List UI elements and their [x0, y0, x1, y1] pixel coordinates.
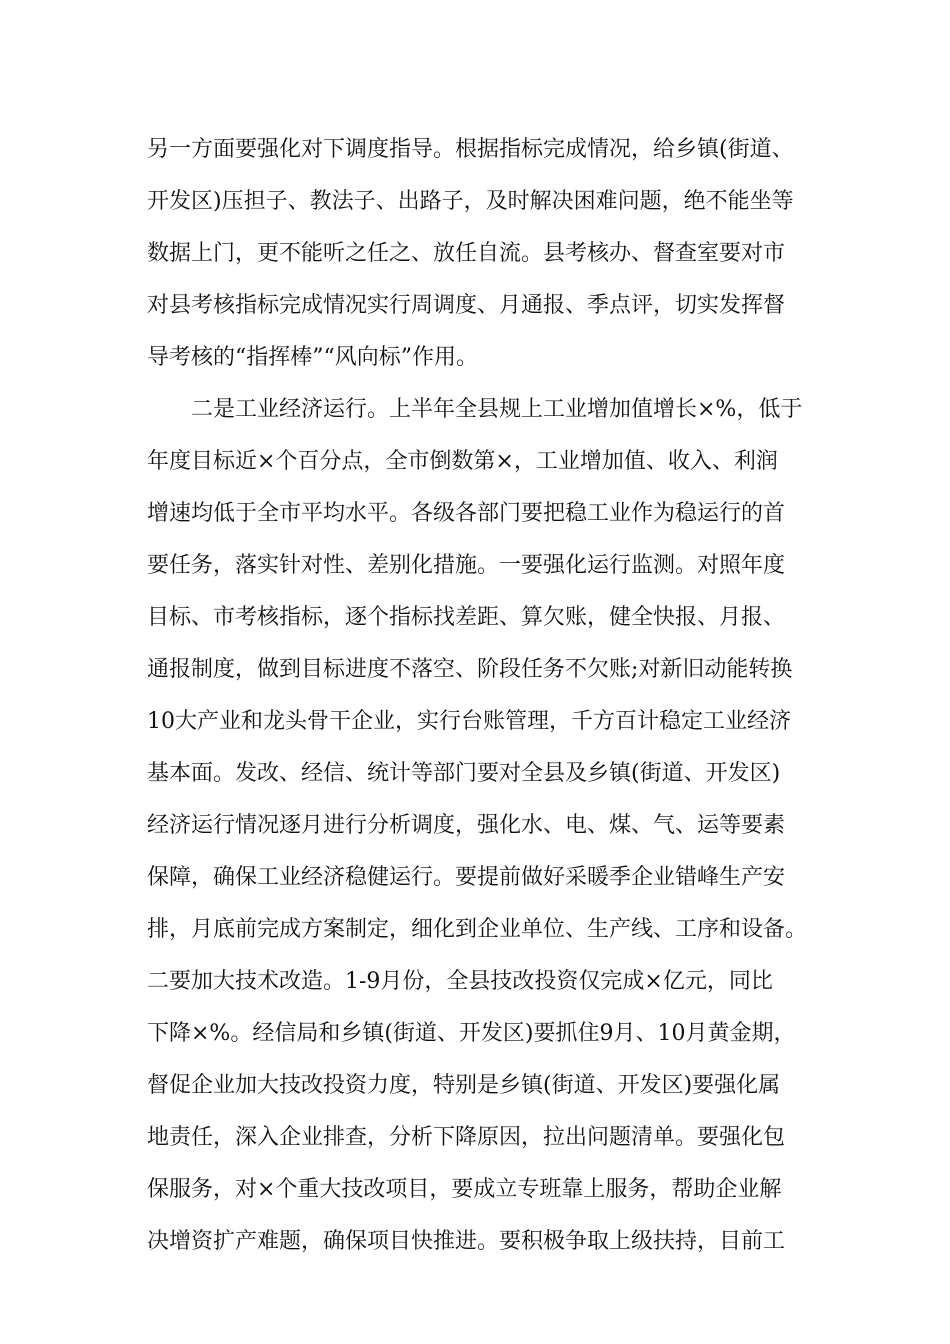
text-line: 增速均低于全市平均水平。各级各部门要把稳工业作为稳运行的首	[147, 501, 786, 526]
text-line: 10大产业和龙头骨干企业，实行台账管理，千方百计稳定工业经济	[147, 709, 791, 734]
text-line: 开发区)压担子、教法子、出路子，及时解决困难问题，绝不能坐等	[147, 189, 794, 214]
text-line: 数据上门，更不能听之任之、放任自流。县考核办、督查室要对市	[147, 241, 786, 266]
text-line: 决增资扩产难题，确保项目快推进。要积极争取上级扶持，目前工	[147, 1229, 786, 1254]
text-line: 排，月底前完成方案制定，细化到企业单位、生产线、工序和设备。	[147, 917, 808, 942]
text-line: 保障，确保工业经济稳健运行。要提前做好采暖季企业错峰生产安	[147, 865, 786, 890]
text-line: 基本面。发改、经信、统计等部门要对全县及乡镇(街道、开发区)	[147, 761, 781, 786]
text-line: 经济运行情况逐月进行分析调度，强化水、电、煤、气、运等要素	[147, 813, 786, 838]
text-line: 保服务，对×个重大技改项目，要成立专班靠上服务，帮助企业解	[147, 1177, 782, 1202]
text-line: 对县考核指标完成情况实行周调度、月通报、季点评，切实发挥督	[147, 293, 786, 318]
text-line: 要任务，落实针对性、差别化措施。一要强化运行监测。对照年度	[147, 553, 786, 578]
text-line: 导考核的“指挥棒”“风向标”作用。	[147, 345, 478, 370]
text-line: 年度目标近×个百分点，全市倒数第×，工业增加值、收入、利润	[147, 449, 778, 474]
text-line: 下降×%。经信局和乡镇(街道、开发区)要抓住9月、10月黄金期，	[147, 1021, 796, 1046]
text-line: 另一方面要强化对下调度指导。根据指标完成情况，给乡镇(街道、	[147, 137, 794, 162]
body-text	[147, 124, 815, 1268]
text-line: 地责任，深入企业排查，分析下降原因，拉出问题清单。要强化包	[147, 1125, 786, 1150]
text-line: 督促企业加大技改投资力度，特别是乡镇(街道、开发区)要强化属	[147, 1073, 781, 1098]
paragraph-first-line: 二是工业经济运行。上半年全县规上工业增加值增长×%，低于	[191, 397, 803, 422]
text-line: 二要加大技术改造。1-9月份，全县技改投资仅完成×亿元，同比	[147, 969, 773, 994]
text-line: 目标、市考核指标，逐个指标找差距、算欠账，健全快报、月报、	[147, 605, 786, 630]
text-line: 通报制度，做到目标进度不落空、阶段任务不欠账;对新旧动能转换	[147, 657, 793, 682]
